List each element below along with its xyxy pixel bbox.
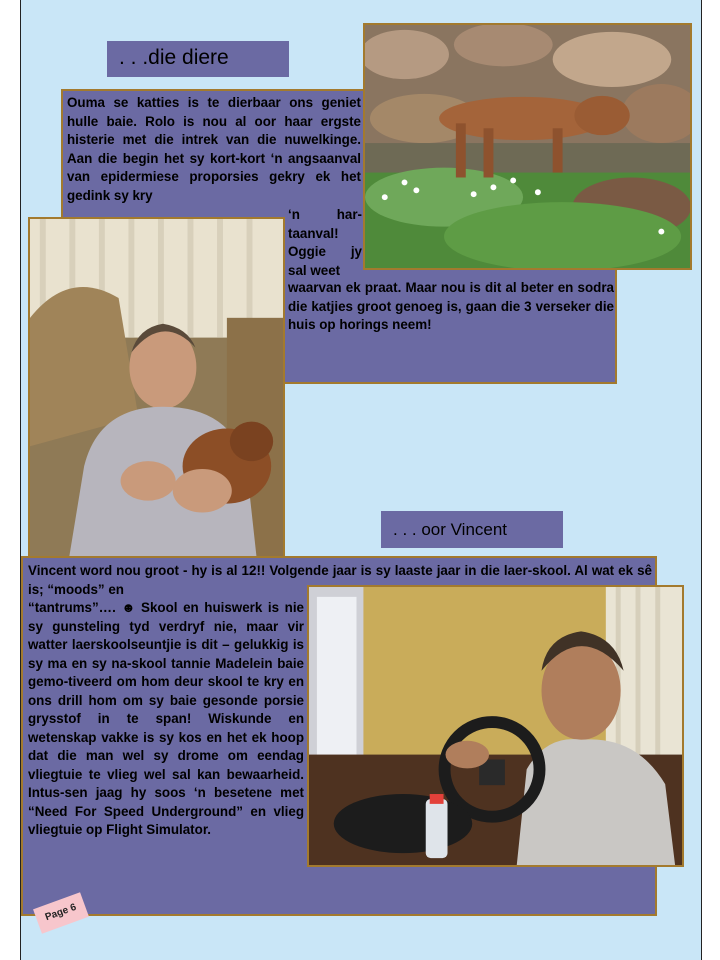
dachshund-garden-image: [365, 25, 690, 268]
page-number-label: Page 6: [33, 892, 89, 934]
boy-with-steering-wheel-image: [309, 587, 682, 865]
vincent-paragraph-top: Vincent word nou groot - hy is al 12!! Volgende jaar is sy laaste jaar in die laer-skool. Al wat ek sê is; “moods” en: [28, 563, 652, 597]
section-heading-vincent: . . . oor Vincent: [381, 511, 563, 548]
section-heading-animals: . . .die diere: [107, 41, 289, 77]
animals-paragraph-narrow: ‘n har-taanval! Oggie jy sal weet: [288, 207, 362, 278]
boy-with-steering-wheel-photo: [307, 585, 684, 867]
boy-with-dachshund-photo: [28, 217, 285, 558]
animals-paragraph-bottom: waarvan ek praat. Maar nou is dit al beter en sodra die katjies groot genoeg is, gaan die 3 verseker die huis op horings neem!: [288, 280, 614, 332]
vincent-paragraph-side: “tantrums”…. ☻ Skool en huiswerk is nie sy gunsteling tyd verdryf nie, maar vir watter laerskoolseuntjie is dit – gelukkig is sy ma en sy na-skool tannie Madelein baie gemo-tiveerd om hom deur skool te kry en ons drill hom om sy baie gesonde porsie grysstof in te span! Wiskunde en wetenskap vakke is sy kos en het ek hoop dat die man wel sy drome om eendag vliegtuie te vlieg wel sal kan bewaarheid. Intus-sen jaag hy soos ‘n besetene met “Need For Speed Underground” en vlieg vliegtuie op Flight Simulator.: [28, 600, 304, 837]
dachshund-garden-photo: [363, 23, 692, 270]
animals-paragraph-wide: Ouma se katties is te dierbaar ons geniet hulle baie. Rolo is nou al oor haar ergste histerie met die intrek van die nuwelkinge. Aan die begin het sy kort-kort ‘n angsaanval van epidermiese proporsies gekry ek het gedink sy kry: [67, 95, 361, 203]
boy-with-dachshund-image: [30, 219, 283, 556]
